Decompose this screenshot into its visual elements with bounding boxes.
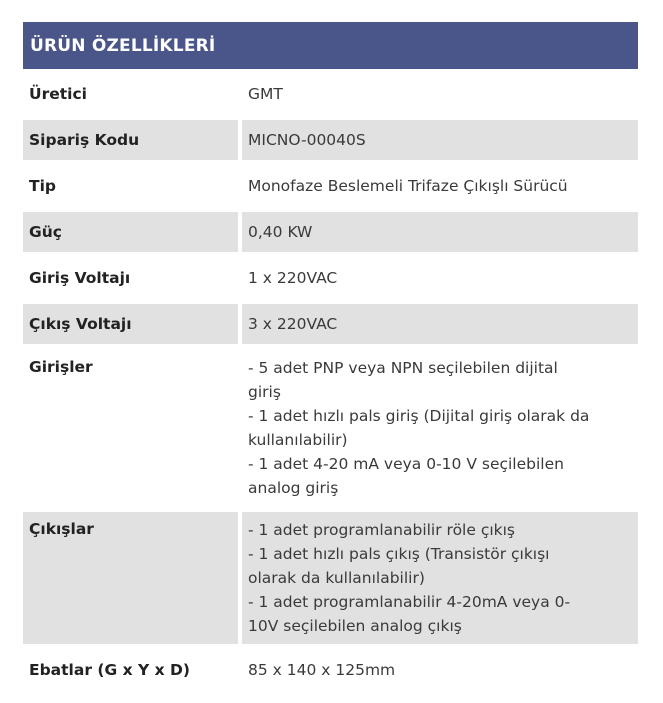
spec-label: Çıkış Voltajı: [23, 304, 238, 344]
spec-value: 1 x 220VAC: [248, 269, 338, 287]
spec-label: Ebatlar (G x Y x D): [29, 661, 190, 679]
spec-row-dimensions: [23, 650, 638, 690]
spec-label: Çıkışlar: [23, 512, 238, 644]
spec-label: Sipariş Kodu: [23, 120, 238, 160]
spec-value-line: - 1 adet programlanabilir 4-20mA veya 0-: [248, 593, 571, 611]
spec-value-line: - 1 adet programlanabilir röle çıkış: [248, 521, 516, 539]
spec-value: Monofaze Beslemeli Trifaze Çıkışlı Sürücü: [248, 177, 568, 195]
spec-row-inputs: [23, 350, 638, 506]
spec-value-line: 10V seçilebilen analog çıkış: [248, 617, 462, 635]
spec-value: [242, 350, 638, 506]
spec-label: Girişler: [29, 358, 93, 376]
spec-value-line: olarak da kullanılabilir): [248, 569, 425, 587]
spec-value-line: kullanılabilir): [248, 431, 348, 449]
spec-row-outputs: [23, 512, 638, 644]
spec-label: Giriş Voltajı: [29, 269, 131, 287]
product-specs-table: [23, 22, 638, 690]
spec-label: Tip: [29, 177, 56, 195]
spec-value: MICNO-00040S: [242, 120, 638, 160]
spec-value-line: - 1 adet hızlı pals çıkış (Transistör çıkışı: [248, 545, 550, 563]
spec-value-line: - 5 adet PNP veya NPN seçilebilen dijital: [248, 359, 558, 377]
spec-label: Üretici: [29, 85, 87, 103]
spec-value: [242, 512, 638, 644]
spec-label: Güç: [23, 212, 238, 252]
spec-value-line: - 1 adet hızlı pals giriş (Dijital giriş olarak da: [248, 407, 590, 425]
spec-row-input-voltage: [23, 258, 638, 298]
spec-row-manufacturer: [23, 74, 638, 114]
spec-row-type: [23, 166, 638, 206]
spec-value-line: analog giriş: [248, 479, 339, 497]
spec-value: GMT: [248, 85, 283, 103]
spec-value: 0,40 KW: [242, 212, 638, 252]
spec-value-line: giriş: [248, 383, 281, 401]
spec-value: 3 x 220VAC: [242, 304, 638, 344]
spec-row-output-voltage: [23, 304, 638, 344]
table-title: ÜRÜN ÖZELLİKLERİ: [23, 22, 638, 69]
spec-row-power: [23, 212, 638, 252]
spec-value-line: - 1 adet 4-20 mA veya 0-10 V seçilebilen: [248, 455, 564, 473]
spec-row-order-code: [23, 120, 638, 160]
spec-value: 85 x 140 x 125mm: [248, 661, 396, 679]
